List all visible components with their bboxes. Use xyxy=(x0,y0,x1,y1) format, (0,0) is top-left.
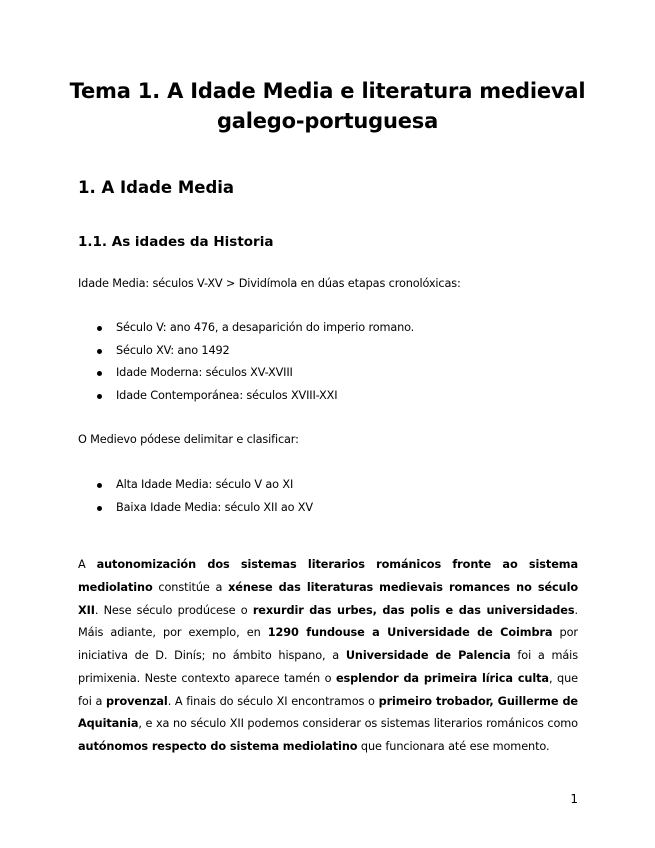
bullet-list-ages xyxy=(78,317,414,407)
list-item xyxy=(78,317,414,340)
text-segment: . A finais do século XI encontramos o xyxy=(167,694,379,708)
bullet-icon xyxy=(97,349,102,354)
bullet-icon xyxy=(97,371,102,376)
list-item xyxy=(78,474,313,497)
bold-text-segment: xénese das literaturas medievais romances no século XII xyxy=(78,580,579,617)
list-item-text: Século V: ano 476, a desaparición do imperio romano. xyxy=(116,321,415,334)
list-item-text: Idade Contemporánea: séculos XVIII-XXI xyxy=(116,388,338,402)
page-number: 1 xyxy=(570,792,578,806)
list-item xyxy=(78,385,414,408)
text-segment: . Nese século prodúcese o xyxy=(94,603,253,617)
list-item xyxy=(78,340,414,363)
bold-text-segment: rexurdir das urbes, das polis e das universidades xyxy=(252,603,575,617)
text-segment: constitúe a xyxy=(152,580,229,594)
title-line-1: Tema 1. A Idade Media e literatura medieval xyxy=(69,79,586,103)
bullet-icon xyxy=(97,394,102,399)
text-segment: A xyxy=(78,558,97,571)
body-paragraph xyxy=(78,554,578,759)
text-segment: que funcionara até ese momento. xyxy=(357,740,550,753)
document-title xyxy=(60,76,595,136)
bold-text-segment: autonomización dos sistemas literarios románicos fronte ao sistema mediolatino xyxy=(78,558,578,594)
text-segment: , e xa no século XII podemos considerar os sistemas literarios románicos como xyxy=(138,717,578,731)
list-item xyxy=(78,362,414,385)
classification-paragraph: O Medievo pódese delimitar e clasificar: xyxy=(78,433,299,446)
bold-text-segment: primeiro trobador, Guillerme de Aquitania xyxy=(78,694,578,731)
text-segment: , que foi a xyxy=(78,671,578,708)
bold-text-segment: esplendor da primeira lírica culta xyxy=(335,671,549,685)
subsection-heading: 1.1. As idades da Historia xyxy=(78,234,274,250)
list-item xyxy=(78,497,313,520)
list-item-text: Século XV: ano 1492 xyxy=(116,343,230,357)
bullet-list-periods xyxy=(78,474,313,519)
bullet-icon xyxy=(97,483,102,488)
list-item-text: Alta Idade Media: século V ao XI xyxy=(116,478,294,491)
bold-text-segment: Universidade de Palencia xyxy=(345,649,511,662)
list-item-text: Baixa Idade Media: século XII ao XV xyxy=(116,500,313,514)
bold-text-segment: autónomos respecto do sistema mediolatino xyxy=(78,740,358,753)
list-item-text: Idade Moderna: séculos XV-XVIII xyxy=(116,366,293,379)
bullet-icon xyxy=(97,326,102,331)
title-line-2: galego-portuguesa xyxy=(216,109,439,133)
bullet-icon xyxy=(97,506,102,511)
text-segment: por iniciativa de D. Dinís; no ámbito hispano, a xyxy=(78,626,578,662)
text-segment: . Máis adiante, por exemplo, en xyxy=(78,603,578,640)
bold-text-segment: 1290 fundouse a Universidade de Coimbra xyxy=(267,626,553,640)
text-segment: foi a máis primixenia. Neste contexto aparece tamén o xyxy=(78,649,579,685)
section-heading: 1. A Idade Media xyxy=(78,178,235,197)
bold-text-segment: provenzal xyxy=(106,694,168,708)
intro-paragraph: Idade Media: séculos V-XV > Dividímola en dúas etapas cronolóxicas: xyxy=(78,277,461,290)
